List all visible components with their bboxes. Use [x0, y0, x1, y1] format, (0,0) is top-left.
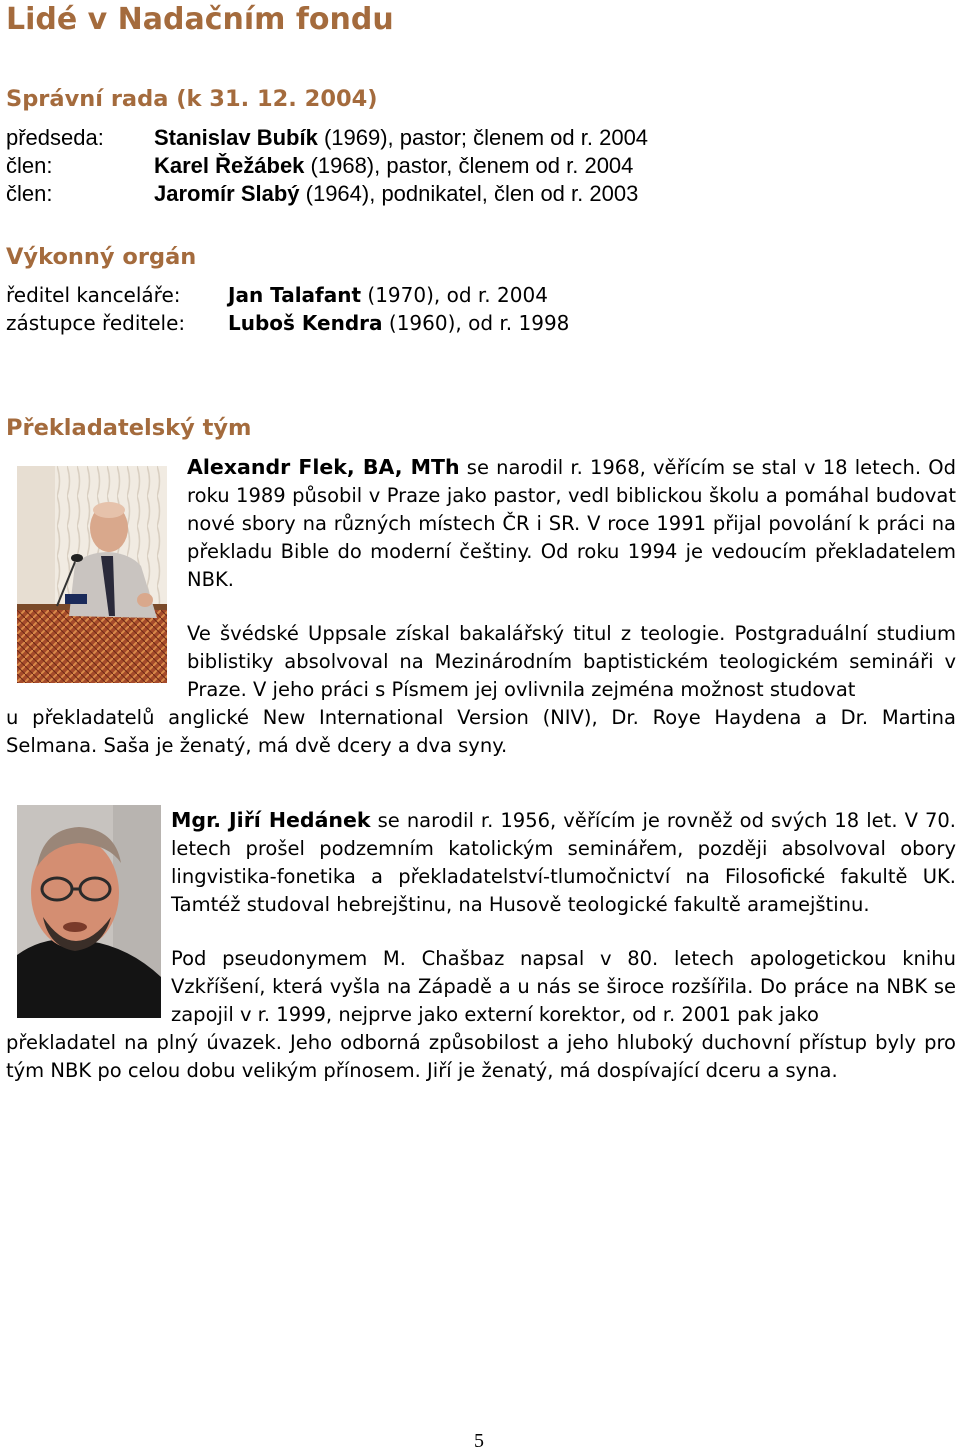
executive-member-row [6, 283, 766, 311]
person-name: Mgr. Jiří Hedánek [171, 808, 371, 832]
board-heading: Správní rada (k 31. 12. 2004) [6, 86, 378, 112]
executive-member-role: zástupce ředitele: [6, 311, 186, 335]
executive-heading: Výkonný orgán [6, 244, 197, 270]
bio-alexandr-flek-p2: Ve švédské Uppsale získal bakalářský titul z teologie. Postgraduální studium biblistiky absolvoval na Mezinárodním baptistickém teologickém semináři v Praze. V jeho práci s Písmem jej ovlivnila zejména možnost studovat [187, 622, 956, 701]
photo-alexandr-flek [17, 466, 167, 683]
bio-jiri-hedanek-p2: Pod pseudonymem M. Chašbaz napsal v 80. letech apologetickou knihu Vzkříšení, která vyšla na Západě a u nás se široce rozšířila. Do práce na NBK se zapojil v r. 1999, nejprve jako externí korektor, od r. 2001 pak jako [171, 947, 956, 1026]
page-title: Lidé v Nadačním fondu [6, 2, 394, 37]
board-member-name: Stanislav Bubík [154, 125, 318, 150]
page-number: 5 [474, 1430, 484, 1452]
person-name: Alexandr Flek, BA, MTh [187, 455, 460, 479]
board-member-role: člen: [6, 181, 53, 206]
executive-member-row [6, 311, 766, 339]
photo-jiri-hedanek [17, 805, 161, 1018]
bio-jiri-hedanek-p1: Mgr. Jiří Hedánek se narodil r. 1956, věřícím je rovněž od svých 18 let. V 70. letech prošel podzemním katolickým seminářem, později absolvoval obory lingvistika-fonetika a překladatelství-tlumočnictví na Filosofické fakultě UK. Tamtéž studoval hebrejštinu, na Husově teologické fakultě aramejštinu. [171, 808, 956, 916]
board-member-details: (1969), pastor; členem od r. 2004 [317, 125, 649, 150]
board-member-name: Karel Řežábek [154, 153, 305, 178]
bio-jiri-hedanek-p2-continued: překladatel na plný úvazek. Jeho odborná způsobilost a jeho hluboký duchovní přístup byly pro tým NBK po celou dobu velikým přínosem. Jiří je ženatý, má dospívající dceru a syna. [6, 1031, 956, 1082]
board-member-role: člen: [6, 153, 53, 178]
board-member-details: (1968), pastor, členem od r. 2004 [304, 153, 634, 178]
board-member-row [6, 125, 766, 153]
bio-alexandr-flek-p2-continued: u překladatelů anglické New International Version (NIV), Dr. Roye Haydena a Dr. Martina Selmana. Saša je ženatý, má dvě dcery a dva syny. [6, 706, 956, 757]
board-member-row [6, 181, 766, 209]
executive-member-name: Jan Talafant [228, 283, 362, 307]
executive-member-details: (1960), od r. 1998 [382, 311, 570, 335]
executive-member-role: ředitel kanceláře: [6, 283, 181, 307]
executive-member-name: Luboš Kendra [228, 311, 383, 335]
board-member-role: předseda: [6, 125, 104, 150]
executive-member-details: (1970), od r. 2004 [361, 283, 548, 307]
board-member-row [6, 153, 766, 181]
bio-alexandr-flek-p1: Alexandr Flek, BA, MTh se narodil r. 1968, věřícím se stal v 18 letech. Od roku 1989 působil v Praze jako pastor, vedl biblickou školu a pomáhal budovat nové sbory na různých místech ČR i SR. V roce 1991 přijal povolání k práci na překladu Bible do moderní češtiny. Od roku 1994 je vedoucím překladatelem NBK. [187, 455, 956, 591]
board-member-details: (1964), podnikatel, člen od r. 2003 [299, 181, 639, 206]
board-member-name: Jaromír Slabý [154, 181, 300, 206]
team-heading: Překladatelský tým [6, 415, 252, 441]
